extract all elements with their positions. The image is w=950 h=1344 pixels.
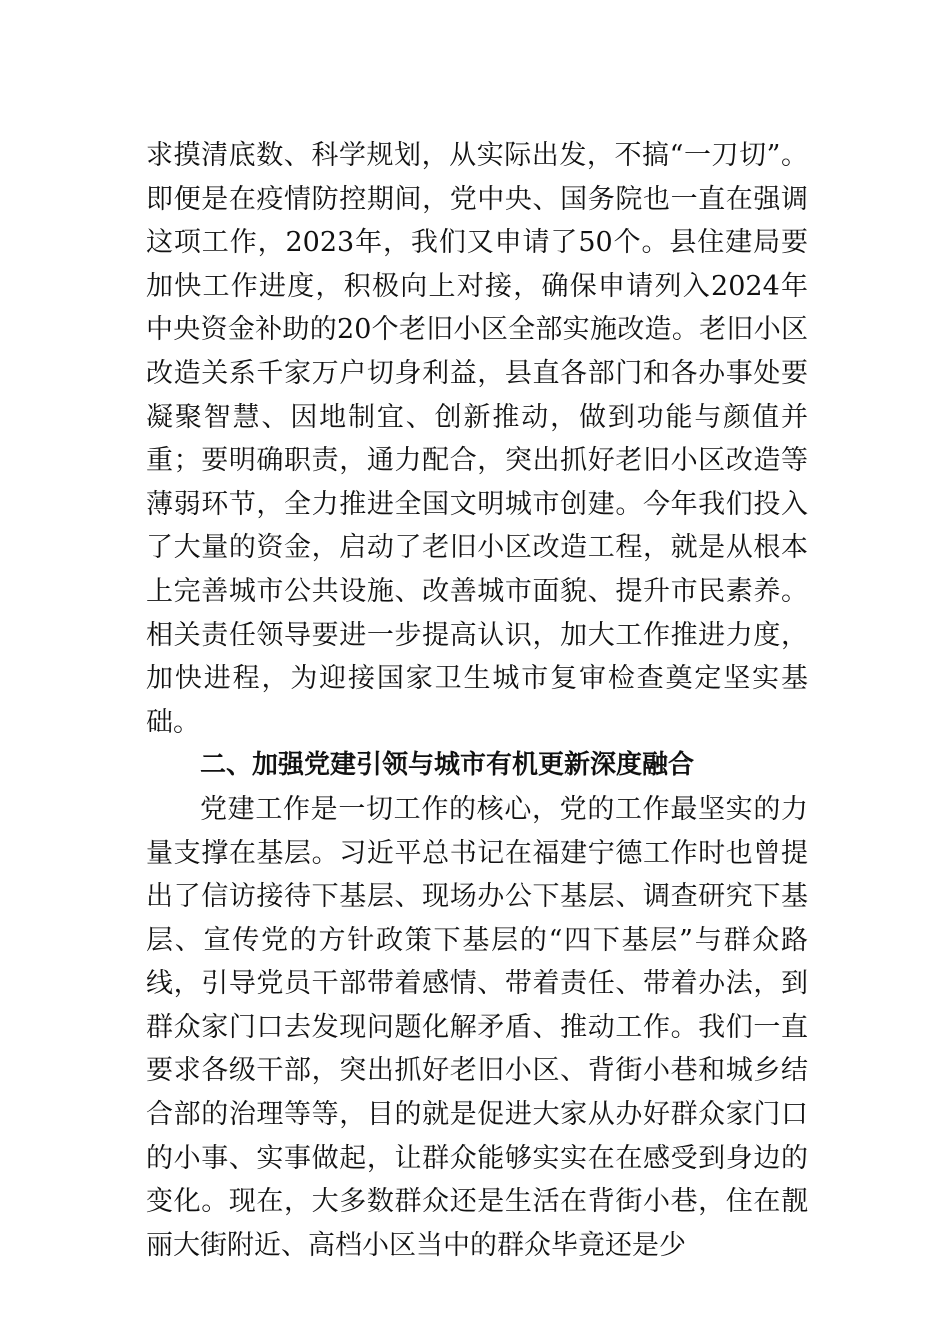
section-heading: 二、加强党建引领与城市有机更新深度融合 [200,750,695,781]
paragraph-continued: 求摸清底数、科学规划，从实际出发，不搞“一刀切”。即便是在疫情防控期间，党中央、国务院也一直在强调这项工作，2023年，我们又申请了50个。县住建局要加快工作进度，积极向上对接，确保申请列入2024年中央资金补助的20个老旧小区全部实施改造。老旧小区改造关系千家万户切身利益，县直各部门和各办事处要凝聚智慧、因地制宜、创新推动，做到功能与颜值并重；要明确职责，通力配合，突出抓好老旧小区改造等薄弱环节，全力推进全国文明城市创建。今年我们投入了大量的资金，启动了老旧小区改造工程，就是从根本上完善城市公共设施、改善城市面貌、提升市民素养。相关责任领导要进一步提高认识，加大工作推进力度，加快进程，为迎接国家卫生城市复审检查奠定坚实基础。 [146,140,808,738]
paragraph-party-building: 党建工作是一切工作的核心，党的工作最坚实的力量支撑在基层。习近平总书记在福建宁德工作时也曾提出了信访接待下基层、现场办公下基层、调查研究下基层、宣传党的方针政策下基层的“四下基层”与群众路线，引导党员干部带着感情、带着责任、带着办法，到群众家门口去发现问题化解矛盾、推动工作。我们一直要求各级干部，突出抓好老旧小区、背街小巷和城乡结合部的治理等等，目的就是促进大家从办好群众家门口的小事、实事做起，让群众能够实实在在感受到身边的变化。现在，大多数群众还是生活在背街小巷，住在靓丽大街附近、高档小区当中的群众毕竟还是少 [146,793,808,1261]
document-body [146,134,808,1267]
